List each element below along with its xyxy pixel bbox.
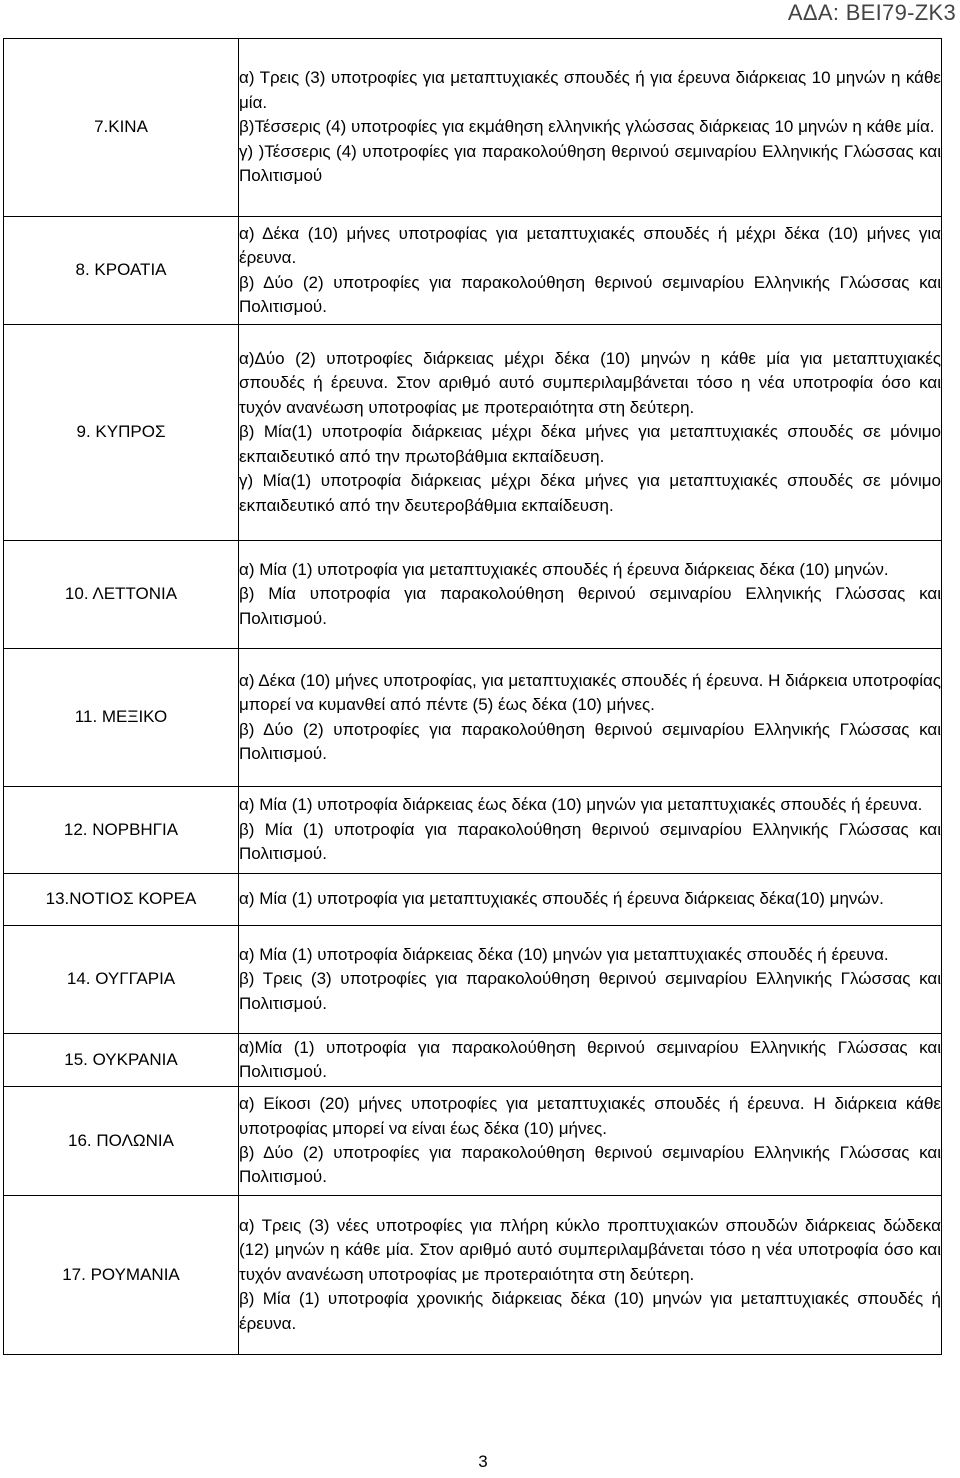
scholarship-item: γ) Μία(1) υποτροφία διάρκειας μέχρι δέκα μήνες για μεταπτυχιακές σπουδές σε μόνιμο εκπαιδευτικό από την δευτεροβάθμια εκπαίδευση. (239, 471, 941, 515)
scholarships-table (3, 38, 942, 1355)
table-row (4, 874, 942, 926)
scholarship-item: β) Δύο (2) υποτροφίες για παρακολούθηση θερινού σεμιναρίου Ελληνικής Γλώσσας και Πολιτισμού. (239, 1143, 941, 1187)
country-cell: 11. ΜΕΞΙΚΟ (4, 649, 239, 787)
ada-document-code: ΑΔΑ: ΒΕΙ79-ΖΚ3 (787, 0, 956, 25)
table-row (4, 39, 942, 217)
scholarship-item: α) Τρεις (3) νέες υποτροφίες για πλήρη κύκλο προπτυχιακών σπουδών διάρκειας δώδεκα (12) μηνών η κάθε μία. Στον αριθμό αυτό συμπεριλαμβάνεται τόσο η νέα υποτροφία όσο και τυχόν ανανέωση υποτροφίας με προτεραιότητα στη δεύτερη. (239, 1215, 941, 1284)
table-row (4, 325, 942, 541)
scholarship-item: β)Τέσσερις (4) υποτροφίες για εκμάθηση ελληνικής γλώσσας διάρκειας 10 μηνών η κάθε μία. (239, 117, 935, 137)
scholarship-description-cell (239, 39, 942, 217)
scholarship-item: β) Μία (1) υποτροφία για παρακολούθηση θερινού σεμιναρίου Ελληνικής Γλώσσας και Πολιτισμού. (239, 819, 941, 864)
scholarship-item: α) Δέκα (10) μήνες υποτροφίας για μεταπτυχιακές σπουδές ή μέχρι δέκα (10) μήνες για έρευνα. (239, 223, 941, 268)
scholarship-description-cell (239, 325, 942, 541)
scholarship-description-cell (239, 1087, 942, 1196)
country-cell: 17. ΡΟΥΜΑΝΙΑ (4, 1196, 239, 1355)
scholarship-item: α) Είκοσι (20) μήνες υποτροφίες για μεταπτυχιακές σπουδές ή έρευνα. Η διάρκεια κάθε υποτροφίας μπορεί να είναι έως δέκα (10) μήνες. (239, 1094, 941, 1138)
scholarship-item: β) Τρεις (3) υποτροφίες για παρακολούθηση θερινού σεμιναρίου Ελληνικής Γλώσσας και Πολιτισμού. (239, 969, 941, 1013)
table-row (4, 541, 942, 649)
scholarship-description-cell (239, 874, 942, 926)
country-cell: 14. ΟΥΓΓΑΡΙΑ (4, 926, 239, 1034)
page-number: 3 (478, 1452, 488, 1471)
scholarship-item: α) Δέκα (10) μήνες υποτροφίας, για μεταπτυχιακές σπουδές ή έρευνα. Η διάρκεια υποτροφίας μπορεί να κυμανθεί από πέντε (5) έως δέκα (10) μήνες. (239, 670, 941, 715)
country-cell: 16. ΠΟΛΩΝΙΑ (4, 1087, 239, 1196)
scholarship-item: β) Μία(1) υποτροφία διάρκειας μέχρι δέκα μήνες για μεταπτυχιακές σπουδές σε μόνιμο εκπαιδευτικό από την πρωτοβάθμια εκπαίδευση. (239, 422, 941, 466)
table-row (4, 1087, 942, 1196)
scholarship-description-cell (239, 1196, 942, 1355)
table-row (4, 1034, 942, 1087)
scholarship-item: γ) )Τέσσερις (4) υποτροφίες για παρακολούθηση θερινού σεμιναρίου Ελληνικής Γλώσσας και Πολιτισμού (239, 141, 941, 186)
country-cell: 8. ΚΡΟΑΤΙΑ (4, 217, 239, 325)
scholarship-description-cell (239, 649, 942, 787)
scholarship-item: α) Μία (1) υποτροφία διάρκειας έως δέκα (10) μηνών για μεταπτυχιακές σπουδές ή έρευνα. (239, 795, 923, 815)
country-cell: 10. ΛΕΤΤΟΝΙΑ (4, 541, 239, 649)
country-cell: 12. ΝΟΡΒΗΓΙΑ (4, 787, 239, 874)
scholarship-item: α) Μία (1) υποτροφία για μεταπτυχιακές σπουδές ή έρευνα διάρκειας δέκα(10) μηνών. (239, 889, 884, 909)
scholarship-item: α) Μία (1) υποτροφία διάρκειας δέκα (10) μηνών για μεταπτυχιακές σπουδές ή έρευνα. (239, 944, 889, 964)
table-row (4, 1196, 942, 1355)
scholarship-description-cell (239, 541, 942, 649)
scholarships-table-body (4, 39, 942, 1355)
scholarship-item: β) Δύο (2) υποτροφίες για παρακολούθηση θερινού σεμιναρίου Ελληνικής Γλώσσας και Πολιτισμού. (239, 272, 941, 316)
scholarship-description-cell (239, 926, 942, 1034)
scholarship-item: β) Μία υποτροφία για παρακολούθηση θερινού σεμιναρίου Ελληνικής Γλώσσας και Πολιτισμού. (239, 584, 941, 628)
table-row (4, 787, 942, 874)
scholarship-description-cell (239, 217, 942, 325)
scholarship-item: β) Μία (1) υποτροφία χρονικής διάρκειας δέκα (10) μηνών για μεταπτυχιακές σπουδές ή έρευνα. (239, 1289, 941, 1333)
scholarship-item: α)Μία (1) υποτροφία για παρακολούθηση θερινού σεμιναρίου Ελληνικής Γλώσσας και Πολιτισμού. (239, 1037, 941, 1081)
country-cell: 9. ΚΥΠΡΟΣ (4, 325, 239, 541)
scholarship-item: β) Δύο (2) υποτροφίες για παρακολούθηση θερινού σεμιναρίου Ελληνικής Γλώσσας και Πολιτισμού. (239, 719, 941, 763)
scholarship-item: α) Μία (1) υποτροφία για μεταπτυχιακές σπουδές ή έρευνα διάρκειας δέκα (10) μηνών. (239, 559, 889, 579)
scholarship-item: α)Δύο (2) υποτροφίες διάρκειας μέχρι δέκα (10) μηνών η κάθε μία για μεταπτυχιακές σπουδές ή έρευνα. Στον αριθμό αυτό συμπεριλαμβάνεται τόσο η νέα υποτροφία όσο και τυχόν ανανέωση υποτροφίας με προτεραιότητα στη δεύτερη. (239, 349, 941, 417)
country-cell: 13.ΝΟΤΙΟΣ ΚΟΡΕΑ (4, 874, 239, 926)
table-row (4, 649, 942, 787)
table-row (4, 926, 942, 1034)
country-cell: 7.ΚΙΝΑ (4, 39, 239, 217)
scholarship-description-cell (239, 787, 942, 874)
country-cell: 15. ΟΥΚΡΑΝΙΑ (4, 1034, 239, 1087)
scholarship-description-cell (239, 1034, 942, 1087)
scholarship-item: α) Τρεις (3) υποτροφίες για μεταπτυχιακές σπουδές ή για έρευνα διάρκειας 10 μηνών η κάθε μία. (239, 68, 941, 112)
table-row (4, 217, 942, 325)
